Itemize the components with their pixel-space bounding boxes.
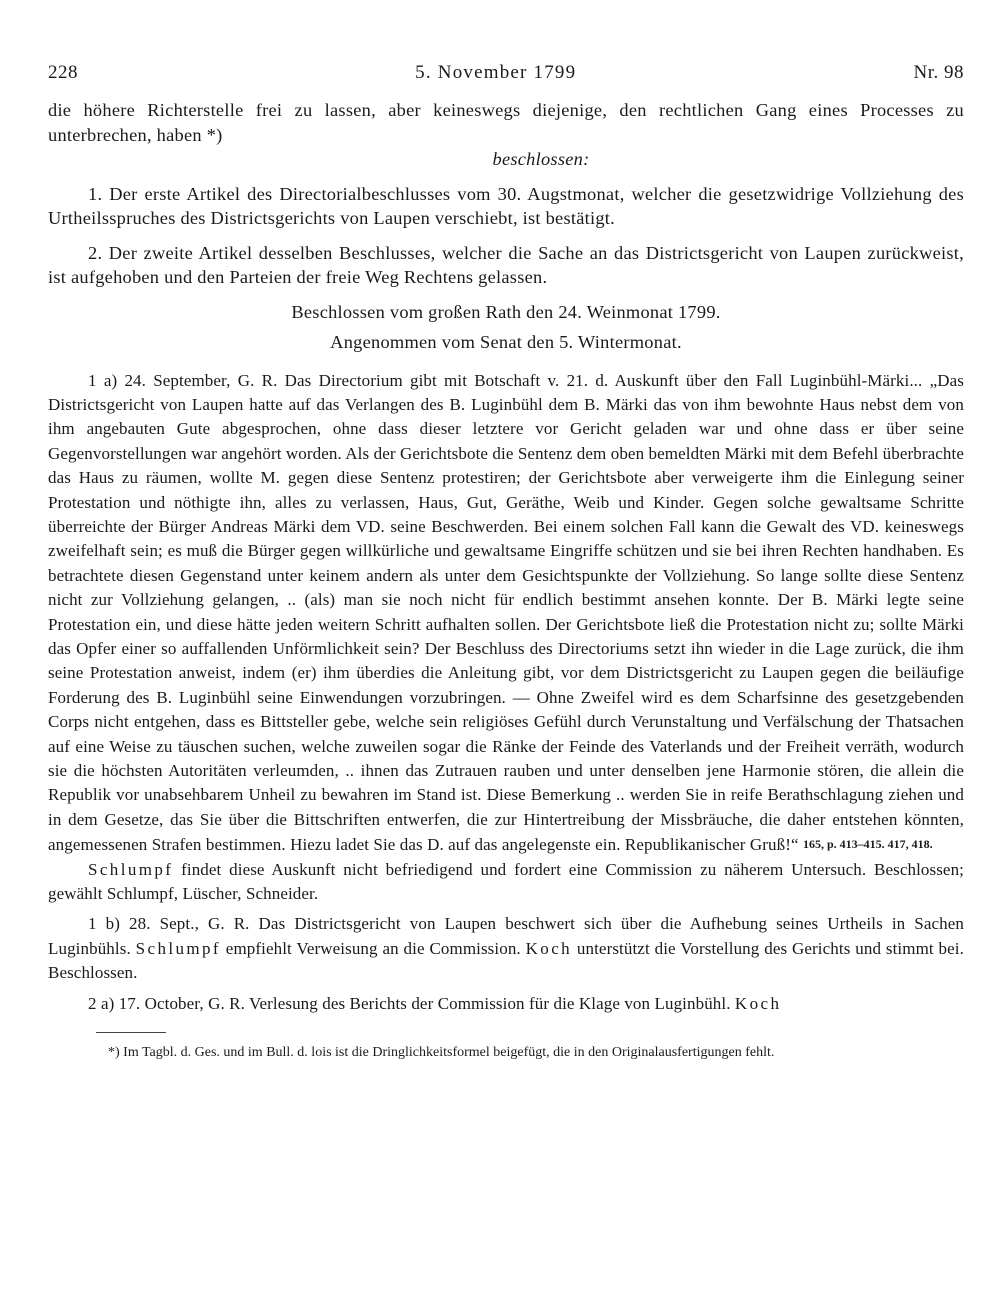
intro-paragraph: die höhere Richterstelle frei zu lassen, aber keineswegs diejenige, den rechtlichen Gang eines Processes zu unterbrechen, haben *) bbox=[48, 100, 964, 145]
note-1a-text: 1 a) 24. September, G. R. Das Directorium gibt mit Botschaft v. 21. d. Auskunft über den Fall Luginbühl-Märki... „Das Districtsgericht von Laupen hatte auf das Verlangen des B. Luginbühl dem B. Märki das von ihm bewohnte Haus nebst dem von ihm angebauten Gute abgesprochen, ohne dass dieser letztere vor Gericht geladen war und ohne dass er über seine Gegenvorstellungen war angehört worden. Als der Gerichtsbote die Sentenz dem oben bemeldten Märki mit dem Befehl überbrachte das Haus zu räumen, wollte M. gegen diese Sentenz protestiren; der Gerichtsbote aber verweigerte ihm die Einlegung seiner Protestation und nöthigte ihn, alles zu verlassen, Haus, Gut, Geräthe, Weib und Kinder. Gegen solche gewaltsame Schritte überreichte der Bürger Andreas Märki dem VD. seine Beschwerden. Bei einem solchen Fall kann die Gewalt des VD. keineswegs zweifelhaft sein; es muß die Bürger gegen willkürliche und gewaltsame Eingriffe schützen und sie bei ihren Rechten handhaben. Es betrachtete diesen Gegenstand unter keinem andern als unter dem Gesichtspunkte der Vollziehung. So lange sollte diese Sentenz nicht zur Vollziehung gelangen, .. (als) man sie noch nicht für endlich bestimmt ansehen konnte. Der B. Märki legte seine Protestation ein, und diese hätte jeden weitern Schritt aufhalten sollen. Der Gerichtsbote ließ die Protestation nicht zu; sollte Märki das Opfer einer so auffallenden Unförmlichkeit sein? Der Beschluss des Directoriums setzt ihn wieder in die Lage zurück, die ihm seine Protestation anweist, indem (er) ihm überdies die Anleitung gibt, vor dem Districtsgericht zu Laupen gegen die beiläufige Forderung des B. Luginbühl seine Einwendungen vorzubringen. — Ohne Zweifel wird es dem Scharfsinne des gesetzgebenden Corps nicht entgehen, dass es Bittsteller gebe, welche sein religiöses Gefühl durch Verunstaltung und Verfälschung der Thatsachen auf eine Weise zu täuschen suchen, welche zuweilen sogar die Ränke der Feinde des Vaterlands und der Freiheit verräth, wodurch sie die höchsten Autoritäten verleumden, .. ihnen das Zutrauen rauben und unter denselben jene Harmonie stören, die allein die Republik vor unabsehbarem Unheil zu bewahren im Stand ist. Diese Bemerkung .. werden Sie in reife Berathschlagung ziehen und in dem Gesetze, das Sie über die Bittschriften entwerfen, die zur Hintertreibung der Missbräuche, die daher entstehen könnten, angemessenen Strafen bestimmen. Hiezu ladet Sie das D. auf das angelegenste ein. Republikanischer Gruß!“ bbox=[48, 370, 964, 855]
speaker-name: Schlumpf bbox=[135, 938, 221, 958]
note-2a-part-1: 2 a) 17. October, G. R. Verlesung des Berichts der Commission für die Klage von Luginbühl. bbox=[88, 993, 735, 1013]
article-2: 2. Der zweite Artikel desselben Beschlusses, welcher die Sache an das Districtsgericht von Laupen zurückweist, ist aufgehoben und den Parteien der freie Weg Rechtens gelassen. bbox=[48, 242, 964, 287]
speaker-name: Koch bbox=[734, 993, 782, 1013]
note-1b-part-3: unterstützt die Vorstellung des Gerichts und stimmt bei. Beschlossen. bbox=[48, 938, 964, 983]
page-number: 228 bbox=[48, 62, 78, 83]
closing-line-council: Beschlossen vom großen Rath den 24. Weinmonat 1799. bbox=[291, 301, 721, 322]
note-1a-followup bbox=[48, 858, 964, 907]
resolved-heading: beschlossen: bbox=[492, 149, 590, 169]
page-header bbox=[48, 62, 964, 98]
note-1b-part-2: empfiehlt Verweisung an die Commission. bbox=[220, 938, 526, 958]
footnote-divider bbox=[96, 1032, 166, 1033]
note-1a-followup-text: findet diese Auskunft nicht befriedigend und fordert eine Commission zu näherem Untersuch. Beschlossen; gewählt Schlumpf, Lüscher, Schneider. bbox=[48, 859, 964, 904]
footnote: *) Im Tagbl. d. Ges. und im Bull. d. lois ist die Dringlichkeitsformel beigefügt, die in den Originalausfertigungen fehlt. bbox=[108, 1045, 775, 1061]
note-2a bbox=[48, 992, 964, 1016]
closing-line-senate: Angenommen vom Senat den 5. Wintermonat. bbox=[330, 332, 682, 352]
article-1: 1. Der erste Artikel des Directorialbeschlusses vom 30. Augstmonat, welcher die gesetzwidrige Vollziehung des Urtheilsspruches des Districtsgerichts von Laupen verschiebt, ist bestätigt. bbox=[48, 183, 964, 228]
document-number: Nr. 98 bbox=[913, 62, 964, 83]
note-1b-part-1: 1 b) 28. Sept., G. R. Das Districtsgericht von Laupen beschwert sich über die Aufhebung seines Urtheils in Sachen Luginbühls. bbox=[48, 914, 964, 958]
header-date: 5. November 1799 bbox=[415, 62, 577, 83]
speaker-name: Koch bbox=[525, 938, 573, 958]
note-1b bbox=[48, 912, 964, 985]
note-1a-reference: 165, p. 413–415. 417, 418. bbox=[802, 837, 933, 852]
note-1a bbox=[48, 369, 964, 858]
speaker-name: Schlumpf bbox=[88, 859, 174, 879]
